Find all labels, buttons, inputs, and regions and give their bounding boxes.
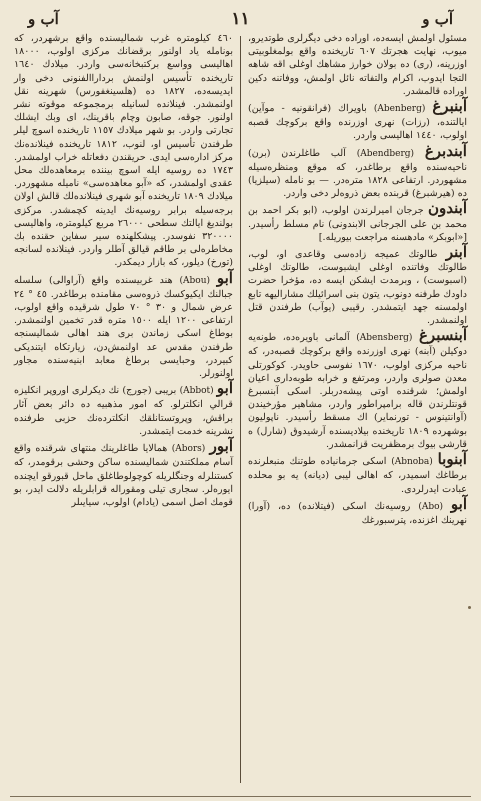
entry-text: اسکی جرمانیاده طوتنك منبعلرنده برطاغك اسمیدر، که اهالی لیبی (دیانه) یه بو محلده عبادت ایدرلردی. [248, 456, 467, 495]
entry-text: هند غربیسنده واقع (آراوالی) سلسله جبالنك ایکیوکسك ذروه‌سی مقامنده برطاغدر. ٤٥ ° ٢٤ عرض شمال و ٣٠ ° ٧٠ طول شرقیده واقع اولوب، ارتفاعی ١٢٠٠ ایله ١٥٠٠ متره قدر تخمین اولنمشدر. بوطاغ اسکی زماندن بری هند اهالی شمالیسنجه طرفندن مقدس عد اولنمش‌دن، زیارتکاه ایتندیکی کبیردر، وحبایسی برطاغ معابد ابنیه‌سنده مجاور اولنورلر. [14, 274, 233, 380]
entry-headword: آبنر [445, 243, 468, 262]
entry-latin-name: (Abensberg) [356, 333, 413, 344]
entry-latin-name: (Abbot) [179, 386, 214, 397]
entry-text: جرجان امیرلرندن اولوب، (ابو بکر احمد بن محمد بن علی الجرجانی الابندونی) نام مسلط رأسیدر. [«ابوبکر» مادهسنه مراجعت بیوریله.] [248, 205, 467, 243]
dictionary-entry [248, 452, 467, 496]
dictionary-entry [248, 32, 467, 98]
ink-speck [468, 606, 471, 609]
header-right-word: آب و [422, 10, 453, 28]
entry-latin-name: (Abendberg) [356, 148, 415, 159]
entry-text: مسئول اولمش ایسه‌ده، اوراده دخی دیگرلری طوتدیرو، میوب، نهایت هجرتك ٦٠٧ تاریخنده واقع بولمغلوبیتی اوزرینه، (ری) ده بولان خوارز مشاهك اوغلی اقه شاهه التجا ایدوب، اکرام والتفاته نائل اولمش، ووفاتنه دکین اوراده قالمشدر. [248, 33, 467, 97]
entry-latin-name: (Abou) [179, 275, 210, 286]
entry-text: طالوتك عمیجه زاده‌سی وقاعدی او، لوب، طالوتك وفاتنده اوغلی ایشبوست، طالوتك اوغلی (اسبوست) ، وبرمدت ایشکن ایسه ده، مؤخرا حضرت داودك طرفنه دونوب، یتون بنی اسرائیلك مشارالیهه تابع اولمسنه جهد ایتمشدر. رقیبی (یوآب) طرفندن قتل اولنمشدر. [248, 249, 467, 327]
entry-text: همالايا طاغلرينك منتهاى شرقنده واقع آسام مملكتندن شماليسنده ساكن وحشى برقومدر، كه كستنلرله وجنگلريله كوچولوطاغلق ماحل قبورقو ايچنده ايوره‌لر. سجارى تيلى ومقوراله قرابلريله دلالت ايدر، بو قومك اصل اسمى (يادام) اولوب، سيايىلر [14, 443, 233, 508]
page-number: ١١ [231, 9, 250, 29]
entry-text: روسیه‌نك اسکی (فیتلانده) ده، (آورا) نهرینك اغزنده، پترسبورغك [248, 500, 467, 526]
columns [10, 32, 471, 787]
right-column [244, 32, 471, 787]
dictionary-entry [14, 32, 233, 270]
entry-text: آلمانی باویره‌ده، طونه‌یه دوکیلن (آبنه) نهری اوزرنده واقع برکوچك قصبه‌در، که ناحیه مرکزی اولوب، ١٦٧٠ نفوسی حاویدر. کوکورتلی معدن صولری واردر، ومرتفع و خرابه طوبه‌داری اعیان اولمش؛ شرقنده اوتی پیشه‌دربلر. اسکی آبنسبرغ قونتلرندن قاله برامپراطور واردر، مشاهیر مؤرخیندن (آوانتینوس - تورنمایر) اك مسقط رأسیدر. ناپوليون بوشهرده ١٨٠٩ تاریخنده بیلادیسنده آرشیدوق (شارل) ه قارشی بیوك برمظفریت قزانمشدر. [248, 332, 467, 450]
entry-headword: آبو [450, 494, 467, 513]
entry-headword: آبنبرغ [432, 97, 467, 116]
entry-latin-name: (Abenberg) [373, 104, 426, 115]
entry-latin-name: (Abnoba) [391, 457, 433, 468]
bottom-rule [10, 796, 471, 797]
entry-text: ٤٦٠ کیلومتره غرب شمالیسنده واقع برشهردر، که بونامله یاد اولنور برقضانك مرکزی اولوب، ١٨٠٠٠ اهالیسی وواسع برکتبخانه‌سی واردر. میلادك ١٦٤٠ تاریخنده تأسیس اولنمش برداراالفنونی دخی وار ایدیسه‌ده، ١٨٢٧ ده (هلسینغفورس) شهرینه نقل اولنمشدر. فینلانده لسانیله برمجموعه موقوته نشر اولنور. جوقه، صابون وچام باقرینك، ای وبك ایشلك تجارتی واردر. بو شهر میلادك ١١٥٧ تاریخنده اسوچ لیلر طرفندن تأسیس او، لنوب، ١٨١٢ تاریخنده فینلانده‌نك مرکز اداره‌سی ایدی. حریقندن دفعاتله خراب اولمشدر. ١٧٤٣ ده روسیه ایله اسوچ بیننده برمعاهده‌لك محل عقدی اولمشدر، که «آبو معاهده‌سی» نامیله مشهوردر. میلادك ١٨٠٩ تاریخنده آبو شهری فینلانده‌لك قالش اولان برجه‌سیله برابر روسیه‌نك ایدینه کچمشدر. مرکزی بولندیغ ایالتك سطحی ٢٦٠٠٠ مربع کیلومتره، واهالیسی ٣٢٠٠٠٠ نفوسدر. پیشکلهنده سیر سفاین حقنده بك مخاطره‌لی بر طاقم قیالق آطلر واردر. فینلانده لسانجه (تورخ) دیلور، که بازار دیمکدر. [14, 33, 234, 269]
dictionary-entry [248, 328, 467, 451]
entry-headword: آبنوبا [437, 450, 467, 469]
entry-latin-name: (Abo) [418, 501, 444, 512]
entry-headword: آبو [216, 268, 233, 287]
entry-text: آلب طاغلرندن (برن) ناحیه‌سنده واقع برطاغدر، که موقع ومنظره‌سیله مشهوردر. ارتفاعی ١٨٢٨ متره‌در. — بو نامله (سیلزیا) ده (هیرشبرغ) قربنده بعض ذروه‌لر دخی واردر. [248, 147, 467, 200]
dictionary-entry [248, 99, 467, 143]
left-column [10, 32, 237, 787]
entry-headword: آبو [216, 379, 233, 398]
dictionary-entry [248, 245, 467, 327]
entry-text: بریبی (جورج) نك ديكرلرى اوروپر انكليزه قرالي انكلترلو. كه امور مذهبيه ده دائر بعض آثار براقش، وپروتستانلقك انكلترده‌نك حزبى طرفنده نشرينه خدمت ايتمشدر. [14, 385, 233, 437]
dictionary-entry [14, 381, 233, 438]
dictionary-entry [248, 141, 467, 201]
entry-headword: آبور [209, 437, 234, 456]
entry-headword: آبنسبرغ [418, 326, 467, 345]
column-divider [240, 36, 241, 783]
entry-headword: آبندون [427, 199, 467, 218]
page-header [10, 6, 471, 32]
dictionary-entry [248, 201, 467, 244]
dictionary-entry [248, 494, 467, 527]
dictionary-entry [14, 439, 233, 509]
header-left-word: آب و [28, 10, 59, 28]
dictionary-entry [14, 268, 233, 381]
entry-latin-name: (Abors) [171, 444, 206, 455]
entry-headword: آبندبرغ [424, 141, 467, 160]
entry-text: باویراك (فرانقونیه - موآین) ایالتنده، (رزات) نهری اوزرنده واقع برکوچك قصبه اولوب، ١٤٤٠ اهالیسی واردر. [248, 103, 467, 142]
